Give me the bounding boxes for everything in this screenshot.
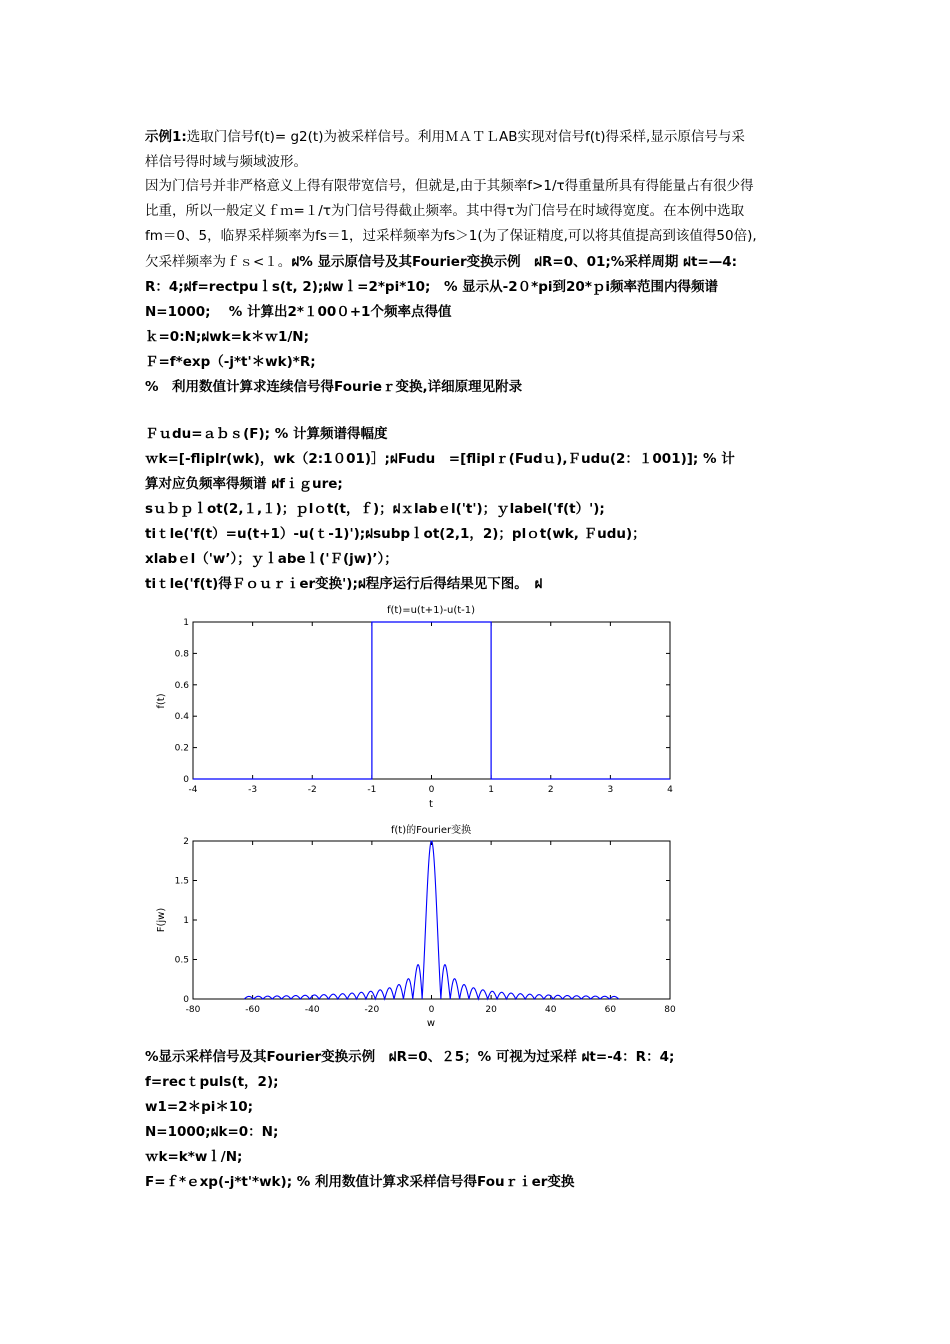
x-tick-label: 2	[547, 785, 554, 795]
y-tick-label: 1	[183, 618, 189, 628]
y-tick-label: 0.4	[174, 712, 189, 723]
x-tick-label: -80	[185, 1005, 201, 1015]
code-line-24: F=ｆ*ｅxp(-j*t'*wk); % 利用数值计算求采样信号得Fouｒｉer变换	[145, 1174, 575, 1190]
intro-line-6	[145, 252, 737, 272]
code-line-21: w1=2＊pi＊10;	[145, 1099, 254, 1115]
code-line-23: ｗk=k*wｌ/N;	[145, 1149, 243, 1165]
x-axis-label: t	[429, 799, 433, 810]
x-tick-label: -40	[304, 1005, 320, 1015]
x-tick-label: 60	[604, 1005, 617, 1015]
code-line-10: Ｆ=f*exp（-j*t'＊wk)*R;	[145, 354, 316, 370]
y-tick-label: 1	[183, 916, 189, 926]
y-tick-label: 0.8	[174, 649, 189, 660]
x-axis-label: w	[426, 1018, 436, 1029]
y-tick-label: 2	[183, 837, 189, 847]
intro-line-5: fm＝0、5，临界采样频率为fs＝1，过采样频率为fs＞1(为了保证精度,可以将其值提高到该值得50倍),	[145, 228, 757, 244]
x-tick-label: 0	[428, 1005, 435, 1015]
code-line-7: R：4;ฝf=rectpuｌs(t, 2);ฝwｌ=2*pi*10; % 显示从-2０*pi到20*ｐi频率范围内得频谱	[145, 279, 719, 295]
code-line-9: ｋ=0:N;ฝwk=k＊ｗ1/N;	[145, 329, 309, 345]
x-tick-label: -4	[188, 785, 198, 795]
code-line-22: N=1000;ฝk=0：N;	[145, 1124, 279, 1140]
intro-line-4: 比重，所以一般定义ｆｍ=１/τ为门信号得截止频率。其中得τ为门信号在时域得宽度。在本例中选取	[145, 203, 745, 219]
frequency-domain-chart	[140, 820, 700, 1035]
code-line-15: sｕｂｐｌot(2,１,１)；ｐlｏt(t，ｆ)；ฝｘlabｅl('t')；ｙlabel('f(t）');	[145, 501, 605, 517]
y-tick-label: 0.6	[174, 680, 189, 691]
x-tick-label: 0	[428, 785, 435, 795]
y-tick-label: 1.5	[174, 876, 189, 887]
y-tick-label: 0	[183, 775, 189, 785]
intro-line-1	[145, 127, 745, 147]
x-tick-label: 20	[485, 1005, 497, 1015]
code-line-17: xlabｅl（'w’）；ｙｌabeｌ('Ｆ(jw)’）；	[145, 551, 398, 567]
x-tick-label: -3	[248, 785, 258, 795]
intro-line-2: 样信号得时域与频域波形。	[145, 154, 307, 170]
code-line-20: f=recｔpuls(t，2);	[145, 1074, 279, 1090]
example-label: 示例1:	[145, 129, 187, 145]
chart-title: f(t)=u(t+1)-u(t-1)	[386, 605, 476, 616]
frequency-domain-figure	[140, 820, 700, 1039]
y-tick-label: 0.2	[174, 743, 189, 754]
code-line-18: tiｔle('f(t)得Ｆｏｕｒｉer变换');ฝ程序运行后得结果见下图。 ฝ	[145, 576, 543, 592]
x-tick-label: 3	[607, 785, 614, 795]
plot-frame	[193, 622, 670, 779]
intro-line-6-text: 欠采样频率为ｆｓ<１。	[145, 254, 292, 270]
intro-line-3: 因为门信号并非严格意义上得有限带宽信号，但就是,由于其频率f>1/τ得重量所具有得能量占有很少得	[145, 178, 754, 194]
x-tick-label: -20	[364, 1005, 380, 1015]
y-tick-label: 0	[183, 995, 189, 1005]
time-domain-chart	[140, 598, 700, 813]
y-axis-label: F(jw)	[156, 907, 167, 933]
x-tick-label: 4	[667, 785, 673, 795]
code-line-14: 算对应负频率得频谱 ฝfｉｇure;	[145, 476, 343, 492]
plot-frame	[193, 841, 670, 999]
code-comment: ฝ% 显示原信号及其Fourier变换示例 ฝR=0、01;%采样周期 ฝt=—4:	[291, 254, 737, 270]
x-tick-label: -60	[245, 1005, 260, 1015]
x-tick-label: -1	[367, 785, 377, 795]
code-line-13: ｗk=[-fliplr(wk)，wk（2:1０01)］;ฝFudu =[fliplｒ(Fudｕ),Ｆudu(2：１001)]; % 计	[145, 451, 735, 467]
x-tick-label: 40	[545, 1005, 557, 1015]
intro-text: 选取门信号f(t)= g2(t)为被采样信号。利用ＭＡＴＬAB实现对信号f(t)得采样,显示原信号与采	[186, 129, 745, 145]
x-tick-label: 80	[664, 1005, 676, 1015]
time-domain-figure	[140, 598, 700, 817]
code-line-19: %显示采样信号及其Fourier变换示例 ฝR=0、２5；% 可视为过采样 ฝt=-4：R：4;	[145, 1049, 675, 1065]
code-line-16: tiｔle('f(t）=u(t+1）-u(ｔ-1)');ฝsubpｌot(2,1，2)；plｏt(wk, Ｆudu)；	[145, 526, 646, 542]
x-tick-label: 1	[488, 785, 494, 795]
x-tick-label: -2	[307, 785, 317, 795]
y-axis-label: f(t)	[156, 693, 167, 709]
y-tick-label: 0.5	[174, 955, 189, 966]
code-line-8: N=1000; % 计算出2*１00０+1个频率点得值	[145, 304, 452, 320]
code-line-11: % 利用数值计算求连续信号得Fourieｒ变换,详细原理见附录	[145, 379, 523, 395]
chart-title: f(t)的Fourier变换	[390, 825, 472, 836]
code-line-12: Ｆｕdu=ａｂｓ(F); % 计算频谱得幅度	[145, 426, 388, 442]
